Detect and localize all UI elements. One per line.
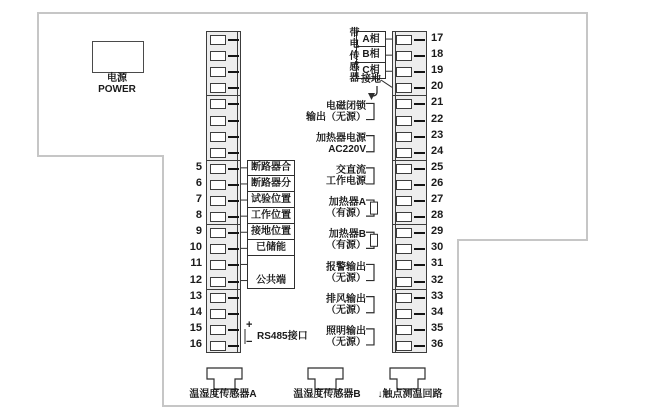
terminal-contact: [414, 248, 425, 250]
terminal-contact: [228, 103, 239, 105]
pair-label: [286, 229, 366, 251]
terminal-number: 12: [189, 273, 202, 286]
group-divider: [207, 95, 240, 96]
terminal-screw: [210, 196, 226, 206]
group-divider: [207, 160, 240, 161]
pair-label-line: 输出（无源）: [306, 111, 366, 123]
power-label-cn: 电源: [107, 73, 127, 84]
pair-label: [286, 262, 366, 284]
terminal-number: 33: [431, 289, 444, 302]
terminal-screw: [396, 341, 412, 351]
terminal-screw: [210, 99, 226, 109]
terminal-contact: [228, 71, 239, 73]
terminal-contact: [228, 216, 239, 218]
contact-temp-loop-label: 触点测温回路: [382, 389, 443, 400]
terminal-contact: [228, 248, 239, 250]
terminal-contact: [228, 184, 239, 186]
terminal-contact: [228, 297, 239, 299]
terminal-number: 26: [431, 176, 444, 189]
terminal-screw: [396, 51, 412, 61]
terminal-contact: [414, 120, 425, 122]
terminal-contact: [228, 313, 239, 315]
earth-arrowhead: [368, 93, 375, 100]
terminal-screw: [210, 244, 226, 254]
terminal-number: 30: [431, 241, 444, 254]
rs485-plus-sign: +: [246, 319, 253, 331]
pair-bracket: [366, 103, 374, 119]
terminal-number: 16: [189, 337, 202, 350]
terminal-number: 21: [431, 96, 444, 109]
terminal-screw: [396, 228, 412, 238]
bottom-connector-label-a: [163, 389, 283, 400]
terminal-screw: [396, 67, 412, 77]
terminal-screw: [396, 212, 412, 222]
terminal-number: 9: [195, 225, 202, 238]
phase-label-cell: C相: [356, 62, 386, 79]
terminal-number: 5: [195, 160, 202, 173]
live-sensor-group-title: 带电传感器: [349, 28, 360, 85]
terminal-screw: [396, 148, 412, 158]
terminal-screw: [396, 325, 412, 335]
terminal-screw: [210, 260, 226, 270]
rs485-label: RS485接口: [257, 331, 308, 342]
pair-label-line: AC220V: [328, 143, 366, 155]
power-box: [92, 41, 144, 73]
terminal-screw: [210, 116, 226, 126]
pair-label: [286, 294, 366, 316]
terminal-number: 15: [189, 321, 202, 334]
pair-label-line: （无源）: [326, 336, 366, 348]
terminal-strip-right: [392, 31, 427, 353]
terminal-number: 19: [431, 64, 444, 77]
pair-label-line: 工作电源: [326, 175, 366, 187]
terminal-number: 35: [431, 321, 444, 334]
terminal-contact: [228, 168, 239, 170]
pair-label-line: 排风输出: [326, 293, 366, 305]
terminal-number: 18: [431, 48, 444, 61]
group-divider: [207, 224, 240, 225]
terminal-screw: [396, 277, 412, 287]
pair-label-line: （有源）: [326, 240, 366, 252]
signal-label-cell: 断路器合: [247, 160, 295, 176]
pair-bracket: [366, 264, 374, 280]
terminal-contact: [414, 297, 425, 299]
terminal-contact: [228, 345, 239, 347]
terminal-contact: [414, 87, 425, 89]
terminal-screw: [210, 51, 226, 61]
terminal-strip-left: [206, 31, 241, 353]
terminal-screw: [210, 293, 226, 303]
terminal-screw: [396, 116, 412, 126]
terminal-screw: [210, 212, 226, 222]
terminal-screw: [210, 341, 226, 351]
pair-label: [286, 133, 366, 155]
terminal-contact: [228, 39, 239, 41]
terminal-screw: [210, 148, 226, 158]
bottom-connector: [390, 368, 425, 389]
terminal-number: 23: [431, 128, 444, 141]
terminal-screw: [396, 99, 412, 109]
terminal-contact: [228, 87, 239, 89]
terminal-screw: [396, 293, 412, 303]
terminal-contact: [414, 136, 425, 138]
terminal-contact: [414, 55, 425, 57]
bottom-connector: [308, 368, 343, 389]
pair-label-line: 报警输出: [326, 261, 366, 273]
group-divider: [207, 289, 240, 290]
strip-rail: [395, 32, 396, 352]
terminal-screw: [396, 164, 412, 174]
terminal-screw: [396, 83, 412, 93]
strip-rail: [237, 32, 238, 352]
signal-label-cell: 断路器分: [247, 175, 295, 192]
terminal-number: 7: [195, 193, 202, 206]
phase-label-cell: A相: [356, 31, 386, 47]
terminal-contact: [414, 281, 425, 283]
terminal-contact: [414, 345, 425, 347]
rs485-minus-sign: −: [246, 336, 253, 348]
terminal-contact: [228, 120, 239, 122]
terminal-number: 14: [189, 305, 202, 318]
terminal-contact: [228, 281, 239, 283]
pair-label-line: （无源）: [326, 272, 366, 284]
pair-label-line: 加热器A: [328, 197, 366, 209]
group-divider: [393, 95, 426, 96]
terminal-number: 22: [431, 112, 444, 125]
terminal-screw: [210, 309, 226, 319]
terminal-screw: [396, 196, 412, 206]
terminal-contact: [414, 232, 425, 234]
terminal-screw: [210, 277, 226, 287]
terminal-contact: [228, 152, 239, 154]
terminal-number: 27: [431, 193, 444, 206]
terminal-number: 6: [195, 176, 202, 189]
terminal-contact: [414, 168, 425, 170]
terminal-contact: [414, 264, 425, 266]
pair-label-line: 电磁闭锁: [326, 100, 366, 112]
terminal-contact: [414, 329, 425, 331]
terminal-screw: [210, 325, 226, 335]
pair-bracket: [366, 297, 374, 313]
terminal-contact: [228, 264, 239, 266]
pair-label: [286, 197, 366, 219]
terminal-contact: [414, 184, 425, 186]
bottom-connector: [207, 368, 242, 389]
terminal-number: 17: [431, 32, 444, 45]
pair-bracket: [366, 168, 374, 184]
terminal-screw: [210, 132, 226, 142]
signal-label-cell: 公共端: [247, 255, 295, 288]
terminal-contact: [414, 71, 425, 73]
terminal-number: 31: [431, 257, 444, 270]
terminal-number: 25: [431, 160, 444, 173]
resistor-symbol: [371, 202, 378, 214]
terminal-number: 13: [189, 289, 202, 302]
terminal-contact: [414, 200, 425, 202]
phase-label-cell: B相: [356, 46, 386, 63]
ground-label: 接地: [361, 74, 381, 85]
pair-bracket: [366, 329, 374, 345]
pair-label-line: 加热器B: [328, 229, 366, 241]
terminal-screw: [396, 35, 412, 45]
terminal-contact: [414, 313, 425, 315]
terminal-screw: [396, 309, 412, 319]
terminal-screw: [210, 83, 226, 93]
terminal-contact: [228, 329, 239, 331]
terminal-number: 29: [431, 225, 444, 238]
pair-label-line: （无源）: [326, 304, 366, 316]
group-divider: [393, 160, 426, 161]
pair-label-line: （有源）: [326, 208, 366, 220]
terminal-screw: [396, 132, 412, 142]
terminal-screw: [210, 67, 226, 77]
terminal-number: 36: [431, 337, 444, 350]
terminal-screw: [210, 228, 226, 238]
down-arrow-icon: ↓: [377, 389, 383, 400]
terminal-number: 11: [190, 257, 202, 270]
terminal-contact: [414, 39, 425, 41]
temp-humidity-sensor-b-label: 温湿度传感器B: [293, 389, 361, 400]
terminal-number: 28: [431, 209, 444, 222]
terminal-contact: [228, 55, 239, 57]
terminal-screw: [396, 180, 412, 190]
signal-label-cell: 试验位置: [247, 191, 295, 208]
terminal-screw: [210, 35, 226, 45]
signal-label-cell: 接地位置: [247, 223, 295, 240]
terminal-contact: [414, 152, 425, 154]
pair-bracket: [366, 136, 374, 152]
terminal-screw: [210, 180, 226, 190]
resistor-symbol: [371, 234, 378, 246]
pair-label: [286, 165, 366, 187]
group-divider: [393, 224, 426, 225]
terminal-contact: [228, 232, 239, 234]
terminal-contact: [414, 103, 425, 105]
terminal-number: 24: [431, 144, 444, 157]
pair-label-line: 加热器电源: [316, 132, 366, 144]
terminal-number: 8: [195, 209, 202, 222]
pair-label-line: 交直流: [336, 164, 366, 176]
signal-label-cell: 已储能: [247, 239, 295, 256]
terminal-contact: [414, 216, 425, 218]
pair-label-line: 照明输出: [326, 325, 366, 337]
pair-label: [286, 101, 366, 123]
terminal-screw: [210, 164, 226, 174]
temp-humidity-sensor-a-label: 温湿度传感器A: [189, 389, 257, 400]
terminal-screw: [396, 260, 412, 270]
terminal-contact: [228, 200, 239, 202]
terminal-contact: [228, 136, 239, 138]
power-label-en: POWER: [98, 84, 136, 95]
terminal-number: 10: [189, 241, 202, 254]
terminal-screw: [396, 244, 412, 254]
terminal-number: 20: [431, 80, 444, 93]
signal-label-cell: 工作位置: [247, 207, 295, 224]
terminal-number: 34: [431, 305, 444, 318]
group-divider: [393, 289, 426, 290]
bottom-connector-label-c: [350, 389, 470, 400]
terminal-number: 32: [431, 273, 444, 286]
